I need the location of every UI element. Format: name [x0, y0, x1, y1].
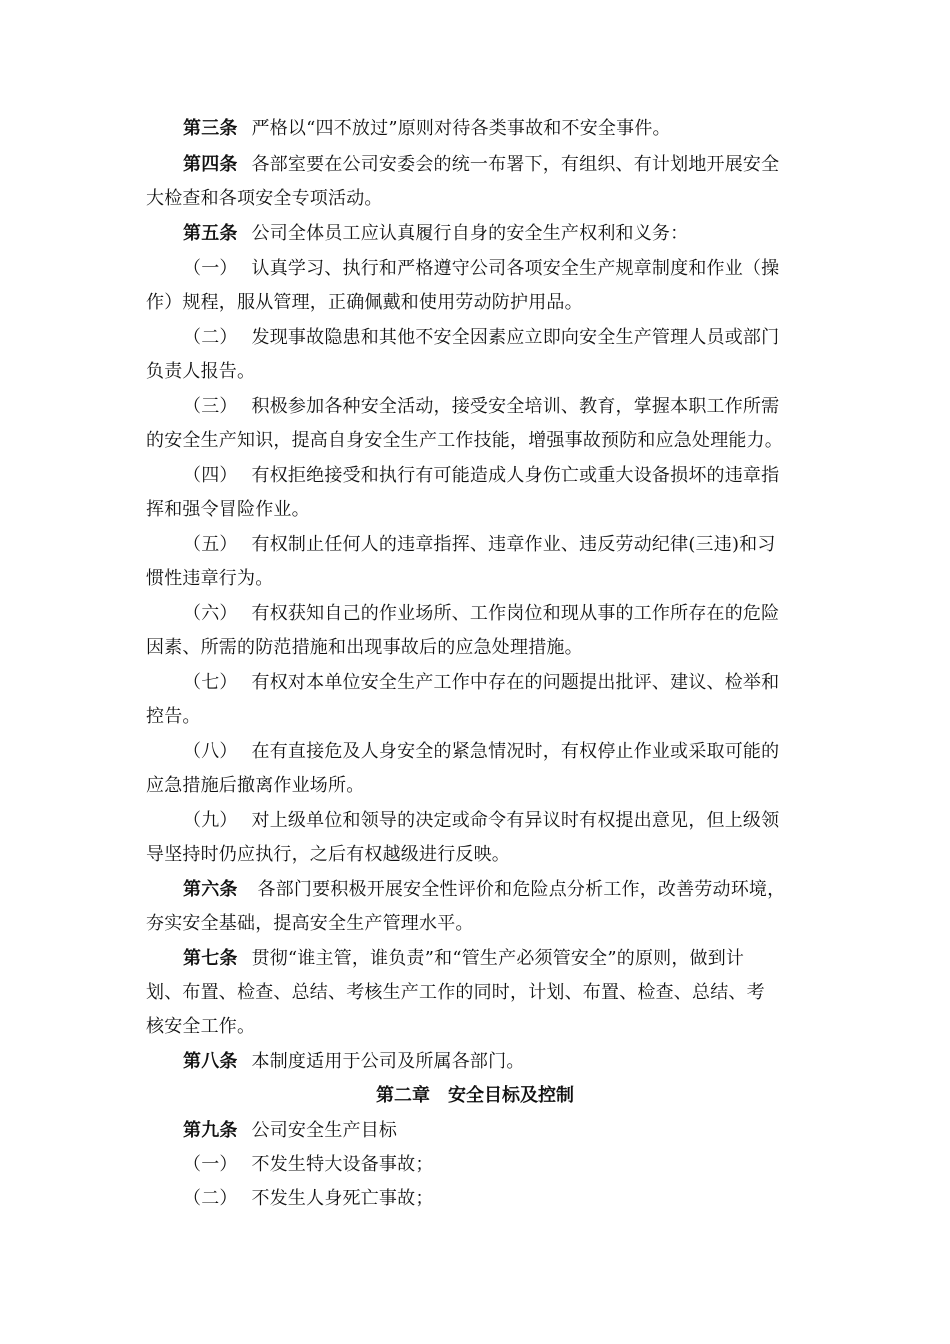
article-text: 各部室要在公司安委会的统一布署下，有组织、有计划地开展安全 — [251, 154, 780, 175]
article-text: 贯彻“谁主管，谁负责”和“管生产必须管安全”的原则，做到计 — [251, 948, 745, 969]
item-text: 因素、所需的防范措施和出现事故后的应急处理措施。 — [146, 637, 583, 658]
list-item — [183, 809, 779, 833]
list-item-cont — [146, 291, 583, 315]
item-number: （一） — [183, 258, 238, 279]
item-text: 作）规程，服从管理，正确佩戴和使用劳动防护用品。 — [146, 292, 583, 313]
item-text: 不发生特大设备事故； — [251, 1154, 434, 1175]
item-text: 的安全生产知识，提高自身安全生产工作技能，增强事故预防和应急处理能力。 — [146, 430, 783, 451]
article-text: 核安全工作。 — [146, 1016, 256, 1037]
article-4 — [183, 153, 779, 177]
item-text: 认真学习、执行和严格遵守公司各项安全生产规章制度和作业（操 — [251, 258, 780, 279]
item-text: 有权对本单位安全生产工作中存在的问题提出批评、建议、检举和 — [251, 672, 780, 693]
list-item-cont — [146, 636, 583, 660]
list-item — [183, 740, 779, 764]
item-text: 有权获知自己的作业场所、工作岗位和现从事的工作所存在的危险 — [251, 603, 780, 624]
chapter-heading: 第二章 安全目标及控制 — [376, 1085, 574, 1106]
list-item — [183, 602, 779, 626]
article-label: 第七条 — [183, 948, 238, 969]
item-number: （三） — [183, 396, 238, 417]
item-text: 在有直接危及人身安全的紧急情况时，有权停止作业或采取可能的 — [251, 741, 780, 762]
list-item-cont — [146, 705, 201, 729]
list-item-cont — [146, 774, 364, 798]
item-text: 有权拒绝接受和执行有可能造成人身伤亡或重大设备损坏的违章指 — [251, 465, 780, 486]
article-8 — [183, 1050, 525, 1074]
article-label: 第四条 — [183, 154, 238, 175]
article-label: 第五条 — [183, 223, 238, 244]
list-item — [183, 395, 779, 419]
list-item — [183, 671, 779, 695]
article-7 — [183, 947, 744, 971]
article-text: 大检查和各项安全专项活动。 — [146, 188, 383, 209]
article-6-cont — [146, 912, 474, 936]
article-5 — [183, 222, 688, 246]
article-text: 严格以“四不放过”原则对待各类事故和不安全事件。 — [251, 118, 671, 139]
item-text: 负责人报告。 — [146, 361, 256, 382]
list-item — [183, 326, 779, 350]
list-item-cont — [146, 498, 310, 522]
article-text: 划、布置、检查、总结、考核生产工作的同时，计划、布置、检查、总结、考 — [146, 982, 765, 1003]
item-text: 有权制止任何人的违章指挥、违章作业、违反劳动纪律(三违)和习 — [251, 534, 776, 555]
article-text: 夯实安全基础，提高安全生产管理水平。 — [146, 913, 474, 934]
item-text: 控告。 — [146, 706, 201, 727]
article-text: 公司安全生产目标 — [251, 1120, 398, 1141]
article-3 — [183, 117, 671, 141]
list-item — [183, 464, 779, 488]
item-text: 挥和强令冒险作业。 — [146, 499, 310, 520]
article-7-cont — [146, 981, 765, 1005]
article-6 — [183, 878, 785, 902]
item-text: 对上级单位和领导的决定或命令有异议时有权提出意见，但上级领 — [251, 810, 780, 831]
article-label: 第三条 — [183, 118, 238, 139]
article-label: 第八条 — [183, 1051, 238, 1072]
item-number: （二） — [183, 327, 238, 348]
article-text: 公司全体员工应认真履行自身的安全生产权利和义务： — [251, 223, 689, 244]
list-item — [183, 533, 776, 557]
list-item-cont — [146, 843, 510, 867]
item-number: （二） — [183, 1188, 238, 1209]
item-text: 发现事故隐患和其他不安全因素应立即向安全生产管理人员或部门 — [251, 327, 780, 348]
article-label: 第九条 — [183, 1120, 238, 1141]
item-number: （九） — [183, 810, 238, 831]
item-number: （一） — [183, 1154, 238, 1175]
article-label: 第六条 — [183, 879, 238, 900]
article-text: 各部门要积极开展安全性评价和危险点分析工作，改善劳动环境， — [257, 879, 786, 900]
item-text: 导坚持时仍应执行，之后有权越级进行反映。 — [146, 844, 510, 865]
list-item — [183, 257, 779, 281]
list-item-cont — [146, 429, 783, 453]
item-text: 积极参加各种安全活动，接受安全培训、教育，掌握本职工作所需 — [251, 396, 780, 417]
goal-item — [183, 1187, 434, 1211]
item-number: （七） — [183, 672, 238, 693]
item-text: 惯性违章行为。 — [146, 568, 274, 589]
article-7-cont — [146, 1015, 255, 1039]
list-item-cont — [146, 360, 255, 384]
article-9 — [183, 1119, 397, 1143]
article-4-cont — [146, 187, 383, 211]
item-text: 应急措施后撤离作业场所。 — [146, 775, 365, 796]
list-item-cont — [146, 567, 273, 591]
item-number: （八） — [183, 741, 238, 762]
article-text: 本制度适用于公司及所属各部门。 — [251, 1051, 525, 1072]
item-number: （四） — [183, 465, 238, 486]
item-number: （六） — [183, 603, 238, 624]
item-number: （五） — [183, 534, 238, 555]
goal-item — [183, 1153, 434, 1177]
item-text: 不发生人身死亡事故； — [251, 1188, 434, 1209]
